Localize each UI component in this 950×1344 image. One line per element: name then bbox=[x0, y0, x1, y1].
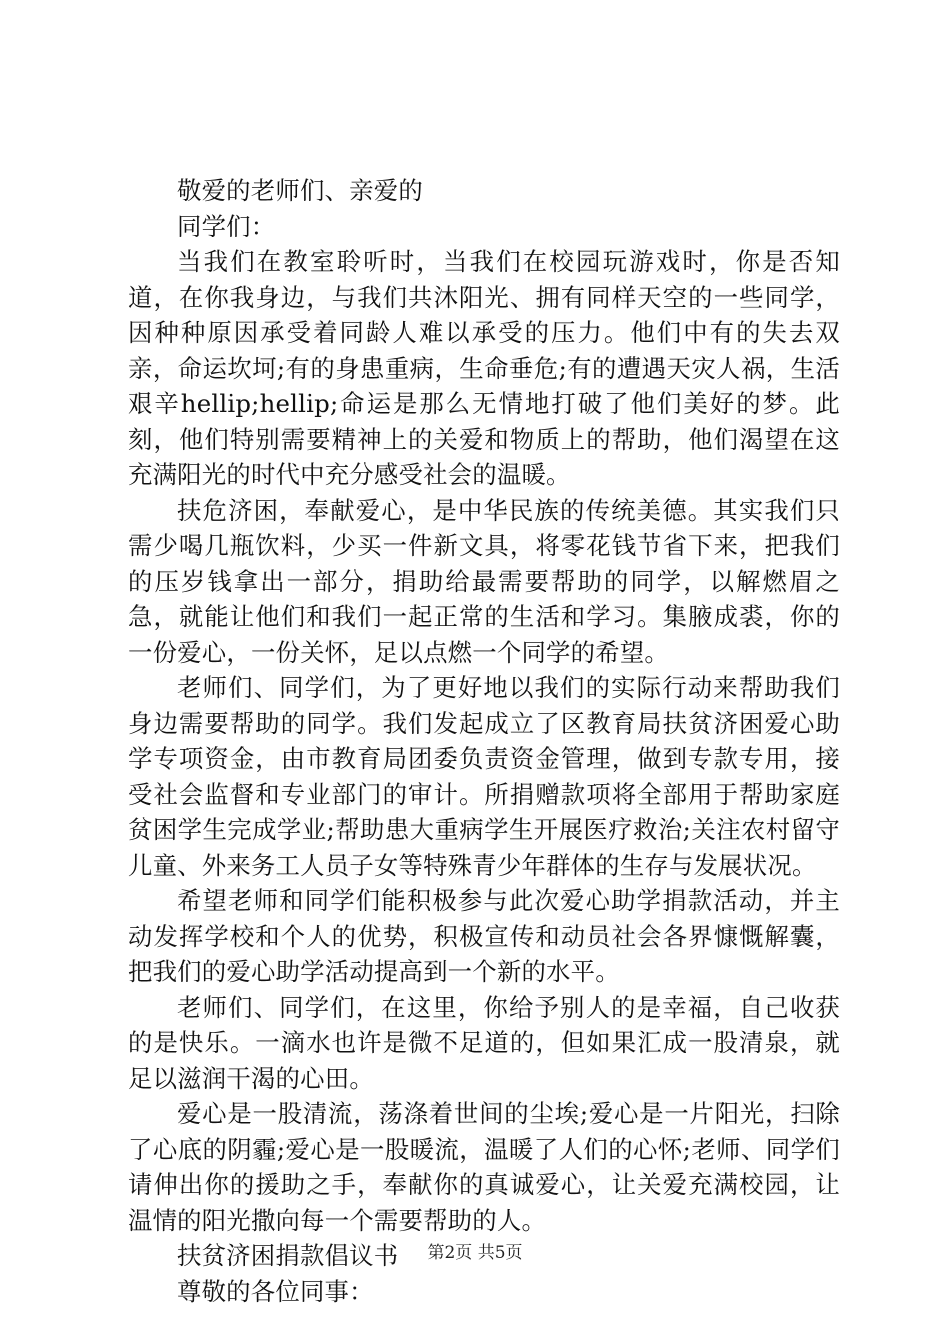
paragraph-2: 扶危济困，奉献爱心，是中华民族的传统美德。其实我们只需少喝几瓶饮料，少买一件新文具，将零花钱节省下来，把我们的压岁钱拿出一部分，捐助给最需要帮助的同学，以解燃眉之急，就能让他们和我们一起正常的生活和学习。集腋成裘，你的一份爱心，一份关怀，足以点燃一个同学的希望。 bbox=[128, 495, 840, 667]
salutation-line-1: 敬爱的老师们、亲爱的 bbox=[177, 176, 423, 205]
salutation-line-2: 同学们： bbox=[177, 211, 276, 241]
section-title: 扶贫济困捐款倡议书 bbox=[177, 1241, 399, 1270]
paragraph-3: 老师们、同学们，为了更好地以我们的实际行动来帮助我们身边需要帮助的同学。我们发起成立了区教育局扶贫济困爱心助学专项资金，由市教育局团委负责资金管理，做到专款专用，接受社会监督和专业部门的审计。所捐赠款项将全部用于帮助家庭贫困学生完成学业;帮助患大重病学生开展医疗救治;关注农村留守儿童、外来务工人员子女等特殊青少年群体的生存与发展状况。 bbox=[128, 673, 840, 880]
salutation-line-3: 尊敬的各位同事： bbox=[177, 1276, 374, 1306]
document-body bbox=[128, 173, 840, 1309]
paragraph-6: 爱心是一股清流，荡涤着世间的尘埃;爱心是一片阳光，扫除了心底的阴霾;爱心是一股暖流，温暖了人们的心怀;老师、同学们请伸出你的援助之手，奉献你的真诚爱心，让关爱充满校园，让温情的阳光撒向每一个需要帮助的人。 bbox=[128, 1099, 840, 1235]
paragraph-4: 希望老师和同学们能积极参与此次爱心助学捐款活动，并主动发挥学校和个人的优势，积极宣传和动员社会各界慷慨解囊，把我们的爱心助学活动提高到一个新的水平。 bbox=[128, 886, 840, 986]
page-number-footer: 第2页 共5页 bbox=[427, 1243, 523, 1263]
paragraph-5: 老师们、同学们，在这里，你给予别人的是幸福，自己收获的是快乐。一滴水也许是微不足道的，但如果汇成一股清泉，就足以滋润干渴的心田。 bbox=[128, 992, 840, 1093]
paragraph-1: 当我们在教室聆听时，当我们在校园玩游戏时，你是否知道，在你我身边，与我们共沐阳光、拥有同样天空的一些同学，因种种原因承受着同龄人难以承受的压力。他们中有的失去双亲，命运坎坷;有的身患重病，生命垂危;有的遭遇天灾人祸，生活艰辛hellip;hellip;命运是那么无情地打破了他们美好的梦。此刻，他们特别需要精神上的关爱和物质上的帮助，他们渴望在这充满阳光的时代中充分感受社会的温暖。 bbox=[128, 247, 840, 489]
